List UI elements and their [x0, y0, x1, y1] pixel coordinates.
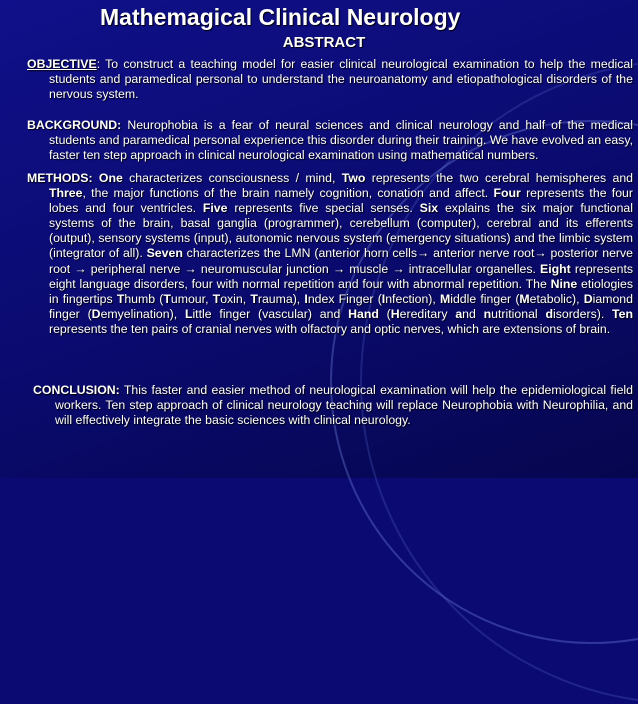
methods-paragraph	[27, 171, 633, 337]
methods-label: METHODS:	[27, 171, 93, 185]
methods-keyword: I	[304, 291, 308, 306]
methods-keyword: Five	[202, 201, 228, 216]
objective-paragraph	[27, 57, 633, 102]
methods-text: nd	[462, 306, 484, 321]
methods-keyword: D	[583, 291, 593, 306]
methods-text: umour,	[170, 291, 213, 306]
methods-text: isorders).	[552, 306, 613, 321]
methods-text: characterizes the LMN (anterior horn cells→ anterior nerve root→ posterior nerve root → peripheral nerve → neuromuscular junction → muscle → intracellular organelles.	[49, 246, 633, 276]
methods-text: explains the six major functional systems of the brain, basal ganglia (programmer), cerebellum (computer), cerebral and its efferents (output), sensory systems (input), autonomic nervous system (emergency situations) and the limbic system (integrator of all).	[49, 201, 633, 261]
methods-text: ittle finger (vascular) and	[192, 306, 349, 321]
methods-text: iddle finger (	[450, 291, 520, 306]
methods-text: rauma),	[257, 291, 305, 306]
methods-keyword: Ten	[612, 306, 633, 321]
methods-text: represents the two cerebral hemispheres and	[365, 171, 633, 185]
methods-keyword: Six	[419, 201, 439, 216]
methods-keyword: D	[91, 306, 101, 321]
conclusion-paragraph	[33, 383, 633, 428]
methods-keyword: Nine	[550, 276, 578, 291]
background-text: Neurophobia is a fear of neural sciences and clinical neurology and half of the medical students and paramedical personal experience this disorder during their training. We have evolved an easy, faster ten step approach in clinical neurological examination using mathematical numbers.	[49, 118, 633, 163]
methods-keyword: T	[212, 291, 221, 306]
methods-keyword: d	[545, 306, 553, 321]
methods-text: emyelination),	[100, 306, 185, 321]
methods-keyword: Three	[49, 186, 83, 201]
methods-text: , the major functions of the brain namely cognition, conation and affect.	[82, 186, 494, 201]
methods-text: characterizes consciousness / mind,	[122, 171, 342, 185]
objective-label: OBJECTIVE	[27, 57, 97, 71]
methods-keyword: a	[455, 306, 463, 321]
methods-text: etiologies in fingertips	[49, 276, 633, 306]
methods-keyword: Hand	[348, 306, 379, 321]
methods-keyword: T	[163, 291, 171, 306]
methods-keyword: Four	[493, 186, 521, 201]
methods-keyword: I	[381, 291, 386, 306]
methods-text: represents eight language disorders, four with normal repetition and four with abnormal repetition. The	[49, 261, 634, 291]
methods-keyword: L	[184, 306, 193, 321]
conclusion-text: This faster and easier method of neurological examination will help the epidemiological field workers. Ten step approach of clinical neurology teaching will replace Neurophobia with Neurophilia, and will effectively integrate the basic sciences with clinical neurology.	[55, 383, 633, 428]
methods-text: oxin,	[220, 291, 251, 306]
methods-text: represents the ten pairs of cranial nerves with olfactory and optic nerves, which are extensions of brain.	[49, 321, 611, 336]
methods-text: utritional	[491, 306, 546, 321]
methods-keyword: T	[250, 291, 258, 306]
methods-text: represents the four lobes and four ventricles.	[49, 186, 633, 216]
methods-text: nfection),	[385, 291, 440, 306]
methods-keyword: T	[116, 291, 125, 306]
methods-text: (	[378, 306, 391, 321]
methods-text: ereditary	[399, 306, 456, 321]
slide-title: Mathemagical Clinical Neurology	[100, 4, 461, 30]
methods-text: represents five special senses.	[227, 201, 420, 216]
methods-keyword: One	[98, 171, 123, 185]
abstract-heading: ABSTRACT	[282, 34, 366, 51]
methods-text: ndex Finger (	[307, 291, 382, 306]
background-label: BACKGROUND:	[27, 118, 122, 132]
methods-text: etabolic),	[529, 291, 584, 306]
methods-text: iamond finger (	[49, 291, 633, 321]
objective-text: : To construct a teaching model for easier clinical neurological examination to help the medical students and paramedical personal to understand the neuroanatomy and etiopathological disorders of the nervous system.	[49, 57, 633, 102]
methods-keyword: Seven	[146, 246, 183, 261]
background-paragraph	[27, 118, 633, 163]
methods-keyword: M	[439, 291, 451, 306]
methods-keyword: M	[519, 291, 530, 306]
methods-keyword: Two	[341, 171, 366, 185]
methods-keyword: H	[390, 306, 400, 321]
methods-keyword: n	[483, 306, 492, 321]
methods-keyword: Eight	[540, 261, 571, 276]
conclusion-label: CONCLUSION:	[33, 383, 120, 397]
methods-text: humb (	[124, 291, 164, 306]
